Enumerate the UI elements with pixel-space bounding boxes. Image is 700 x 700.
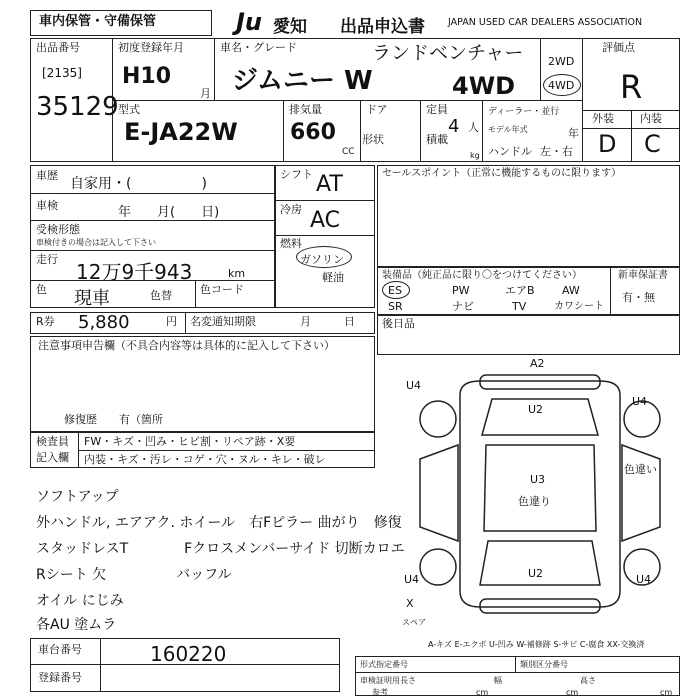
- shape-label: 形状: [362, 133, 384, 146]
- diag-spare-label: スペア: [402, 618, 426, 627]
- km-label: km: [228, 267, 246, 280]
- recycle-value: 5,880: [78, 312, 130, 333]
- first-reg-month: 月: [200, 87, 211, 100]
- hand-note-4: Rシート 欠 バッフル: [36, 567, 232, 583]
- hand-note-3: スタッドレスT Fクロスメンバーサイド 切断カロエ: [36, 541, 405, 557]
- diag-right-front: U4: [632, 395, 648, 408]
- inspection-form-label: 受検形態: [36, 223, 80, 236]
- diag-roof: U3: [530, 473, 546, 486]
- left-right-label: 左・右: [540, 145, 573, 158]
- first-reg-label: 初度登録年月: [118, 41, 184, 54]
- repair-history: 修復歴 有（箇所: [64, 413, 163, 426]
- month-day-label: 月 日: [300, 315, 355, 328]
- dim-width: 幅: [494, 676, 502, 685]
- inspection-form-note: 車検付きの場合は記入して下さい: [36, 238, 156, 247]
- exterior-label: 外装: [592, 112, 614, 125]
- eq-pw: PW: [452, 284, 470, 297]
- car-damage-diagram: [400, 355, 680, 630]
- shift-label: シフト: [280, 168, 313, 181]
- interior-label: 内装: [640, 112, 662, 125]
- gasoline-label: ガソリン: [300, 253, 344, 266]
- eq-aircon-b: エアB: [505, 284, 535, 297]
- steering-label: ハンドル: [488, 145, 532, 158]
- lot-bracket-no: [2135]: [42, 66, 82, 80]
- four-wd-label: 4WD: [548, 79, 575, 92]
- eq-tv: TV: [512, 300, 527, 313]
- rear-seat-label: 後日品: [382, 317, 415, 330]
- interior-row: 内装・キズ・汚レ・コゲ・穴・ヌル・キレ・破レ: [84, 453, 326, 466]
- shift-value: AT: [316, 172, 343, 197]
- car-name-value: ジムニー W: [232, 66, 373, 96]
- reg-no-label: 登録番号: [38, 671, 82, 684]
- first-reg-value: H10: [122, 64, 172, 89]
- hand-note-5: オイル にじみ: [36, 593, 124, 609]
- eq-circle: [382, 281, 410, 299]
- dealer-label: ディーラー・並行: [488, 107, 560, 117]
- diag-hood: U2: [528, 403, 544, 416]
- yen-label: 円: [166, 315, 177, 328]
- equipment-label: 装備品（純正品に限り〇をつけてください）: [382, 270, 582, 281]
- dim-cm-2: cm: [566, 688, 579, 697]
- recycle-label: R券: [36, 315, 55, 328]
- drive-value: 4WD: [452, 72, 516, 100]
- car-name-label: 車名・グレード: [220, 41, 297, 54]
- diag-left-front: U4: [406, 379, 422, 392]
- chassis-no-label: 車台番号: [38, 643, 82, 656]
- interior-value: C: [644, 130, 661, 158]
- diag-rear: U2: [528, 567, 544, 580]
- eq-circled: ES: [388, 284, 402, 297]
- form-title: 出品申込書: [340, 17, 425, 37]
- storage-note-box: [30, 10, 212, 36]
- dim-cert: 車検証明用: [360, 676, 400, 685]
- dim-cm-3: cm: [660, 688, 673, 697]
- model-year-label: モデル年式: [488, 125, 528, 134]
- score-value: R: [620, 68, 643, 106]
- warranty-options: 有・無: [622, 291, 655, 304]
- dim-ref: 参考: [372, 688, 388, 697]
- rear-seat-block: [377, 315, 680, 355]
- eq-aw: AW: [562, 284, 580, 297]
- history-label: 車歴: [36, 169, 58, 182]
- notes-title: 注意事項申告欄（不具合内容等は具体的に記入して下さい）: [38, 339, 335, 352]
- diag-front: A2: [530, 357, 545, 370]
- grade-value: ランドベンチャー: [372, 42, 524, 64]
- light-oil-label: 軽油: [322, 271, 344, 284]
- record-label: 記入欄: [36, 451, 69, 464]
- hand-note-1: ソフトアップ: [36, 489, 119, 505]
- person-label: 人: [468, 121, 479, 134]
- displacement-value: 660: [290, 120, 336, 145]
- cooling-value: AC: [310, 208, 341, 233]
- color-code-label: 色コード: [200, 283, 244, 296]
- hand-note-2: 外ハンドル, エアアク. ホイール 右Fピラー 曲がり 修復: [36, 515, 402, 531]
- model-type-value: E-JA22W: [124, 118, 238, 146]
- fw-row: FW・キズ・凹み・ヒビ割・リペア跡・X要: [84, 435, 296, 448]
- eq-navi: ナビ: [452, 300, 474, 313]
- eq-sr: SR: [388, 300, 403, 313]
- color-label: 色: [36, 283, 47, 296]
- storage-note: 車内保管・守備保管: [39, 14, 157, 29]
- score-label: 評価点: [602, 41, 635, 54]
- exterior-value: D: [598, 130, 617, 158]
- capacity-label: 定員: [426, 103, 448, 116]
- chassis-no-value: 160220: [150, 642, 227, 666]
- lot-no-value: 35129: [36, 92, 119, 122]
- door-label: ドア: [366, 103, 388, 116]
- sales-point-block: [377, 165, 680, 267]
- ju-logo: Ju: [236, 8, 263, 36]
- kg-label: kg: [470, 151, 480, 160]
- dim-height: 高さ: [580, 676, 596, 685]
- diag-right-rear: U4: [636, 573, 652, 586]
- hand-note-6: 各AU 塗ムラ: [36, 617, 117, 633]
- capacity-value: 4: [448, 116, 460, 137]
- model-type-label: 型式: [118, 103, 140, 116]
- diag-left-rear: U4: [404, 573, 420, 586]
- history-value: 自家用・( ): [70, 176, 207, 192]
- eq-leather: カワシート: [554, 301, 604, 312]
- four-wd-circle: [543, 74, 581, 96]
- cooling-label: 冷房: [280, 203, 302, 216]
- lot-no-label: 出品番号: [36, 41, 80, 54]
- dim-class: 類別区分番号: [520, 660, 568, 669]
- diag-side-note: 色違い: [624, 463, 657, 476]
- diag-spare: X: [406, 597, 414, 610]
- sales-point-label: セールスポイント（正常に機能するものに限ります）: [382, 168, 622, 179]
- name-change-label: 名変通知期限: [190, 315, 256, 328]
- association-name: JAPAN USED CAR DEALERS ASSOCIATION: [448, 17, 643, 28]
- load-label: 積載: [426, 133, 448, 146]
- color-value: 現車: [74, 288, 110, 309]
- dim-length: 長さ: [400, 676, 416, 685]
- displacement-label: 排気量: [289, 103, 322, 116]
- fuel-label: 燃料: [280, 237, 302, 250]
- inspection-date: 年 月( 日): [118, 205, 220, 220]
- new-car-warranty-label: 新車保証書: [618, 270, 668, 281]
- inspector-label: 検査員: [36, 435, 69, 448]
- two-wd-label: 2WD: [548, 55, 575, 68]
- color-check: 色替: [150, 289, 172, 302]
- dim-cm-1: cm: [476, 688, 489, 697]
- gasoline-circle: [296, 246, 352, 268]
- inspection-label: 車検: [36, 199, 58, 212]
- org-name: 愛知: [273, 17, 307, 37]
- diag-roof-note: 色違り: [518, 495, 551, 508]
- cc-label: CC: [342, 147, 355, 157]
- year-label: 年: [568, 127, 579, 140]
- dim-title: 形式指定番号: [360, 660, 408, 669]
- damage-legend: A-キズ E-エクボ U-凹み W-補修跡 S-サビ C-腐食 XX-交換済: [428, 640, 645, 649]
- mileage-value: 12万9千943: [76, 260, 193, 284]
- mileage-label: 走行: [36, 253, 58, 266]
